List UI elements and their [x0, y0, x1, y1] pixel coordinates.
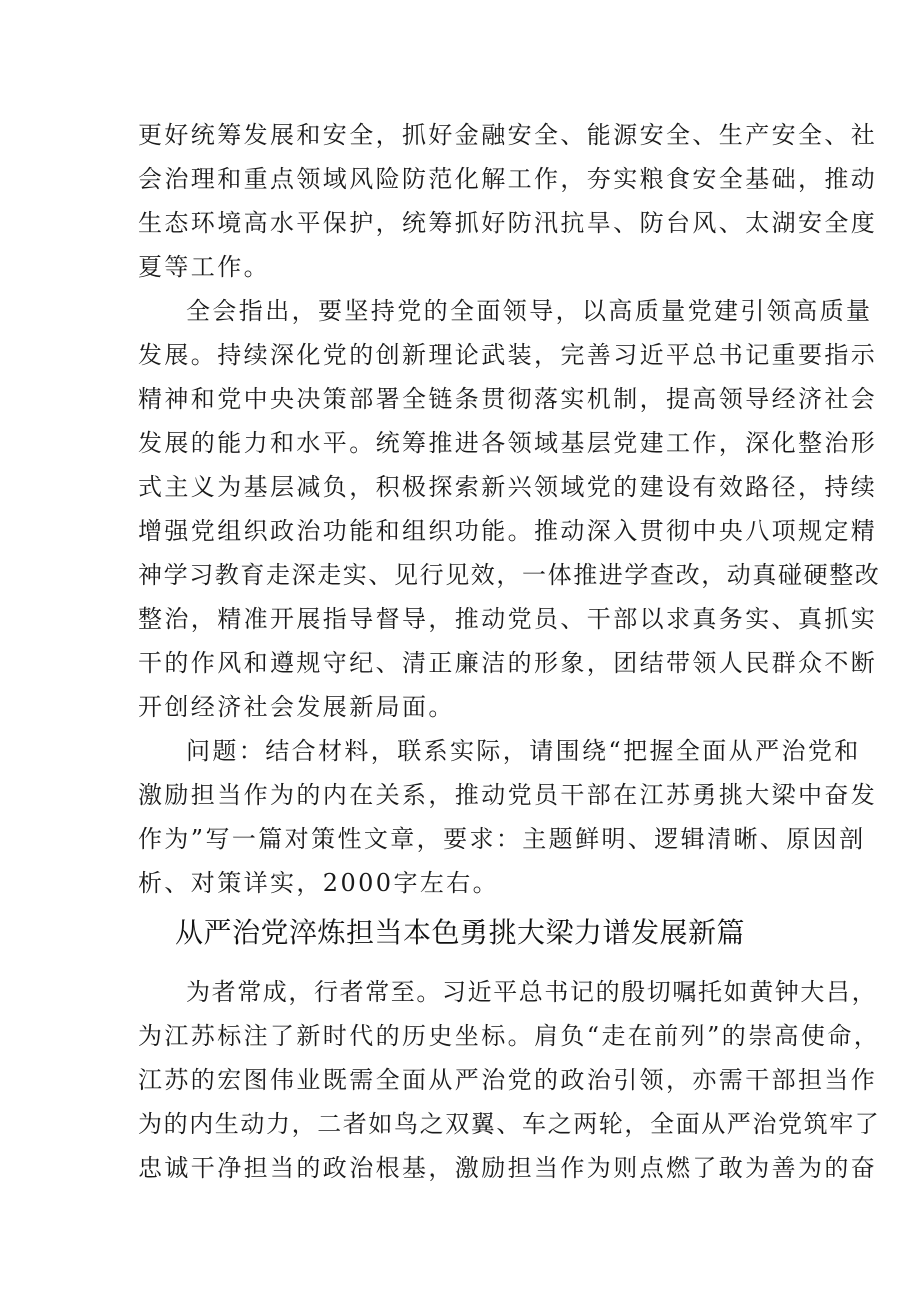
material-para1-line-2: 会治理和重点领域风险防范化解工作，夯实粮食安全基础，推动	[138, 165, 878, 193]
material-para1-line-4: 夏等工作。	[138, 253, 270, 281]
essay-line-2: 为江苏标注了新时代的历史坐标。肩负“走在前列”的崇高使命，	[138, 1022, 881, 1050]
material-para2-line-4: 发展的能力和水平。统筹推进各领域基层党建工作，深化整治形	[138, 429, 878, 457]
material-para2-line-5: 式主义为基层减负，积极探索新兴领域党的建设有效路径，持续	[138, 473, 878, 501]
question-line-3: 作为”写一篇对策性文章，要求：主题鲜明、逻辑清晰、原因剖	[138, 825, 866, 853]
essay-title: 从严治党淬炼担当本色勇挑大梁力谱发展新篇	[174, 916, 745, 949]
material-para2-line-1: 全会指出，要坚持党的全面领导，以高质量党建引领高质量	[186, 297, 873, 325]
essay-line-4: 为的内生动力，二者如鸟之双翼、车之两轮，全面从严治党筑牢了	[138, 1110, 881, 1138]
question-line-4: 析、对策详实，2000字左右。	[138, 869, 500, 897]
question-line-1: 问题：结合材料，联系实际，请围绕“把握全面从严治党和	[186, 737, 861, 765]
question-line-2: 激励担当作为的内在关系，推动党员干部在江苏勇挑大梁中奋发	[138, 781, 878, 809]
essay-line-3: 江苏的宏图伟业既需全面从严治党的政治引领，亦需干部担当作	[138, 1066, 878, 1094]
material-para2-line-9: 干的作风和遵规守纪、清正廉洁的形象，团结带领人民群众不断	[138, 649, 878, 677]
essay-line-5: 忠诚干净担当的政治根基，激励担当作为则点燃了敢为善为的奋	[138, 1154, 878, 1182]
essay-line-1: 为者常成，行者常至。习近平总书记的殷切嘱托如黄钟大吕，	[186, 978, 878, 1006]
material-para1-line-3: 生态环境高水平保护，统筹抓好防汛抗旱、防台风、太湖安全度	[138, 209, 878, 237]
material-para2-line-2: 发展。持续深化党的创新理论武装，完善习近平总书记重要指示	[138, 341, 878, 369]
material-para2-line-10: 开创经济社会发展新局面。	[138, 693, 455, 721]
material-para2-line-7: 神学习教育走深走实、见行见效，一体推进学查改，动真碰硬整改	[138, 561, 881, 589]
material-para2-line-6: 增强党组织政治功能和组织功能。推动深入贯彻中央八项规定精	[138, 517, 878, 545]
material-para1-line-1: 更好统筹发展和安全，抓好金融安全、能源安全、生产安全、社	[138, 121, 878, 149]
material-para2-line-8: 整治，精准开展指导督导，推动党员、干部以求真务实、真抓实	[138, 605, 878, 633]
material-para2-line-3: 精神和党中央决策部署全链条贯彻落实机制，提高领导经济社会	[138, 385, 878, 413]
